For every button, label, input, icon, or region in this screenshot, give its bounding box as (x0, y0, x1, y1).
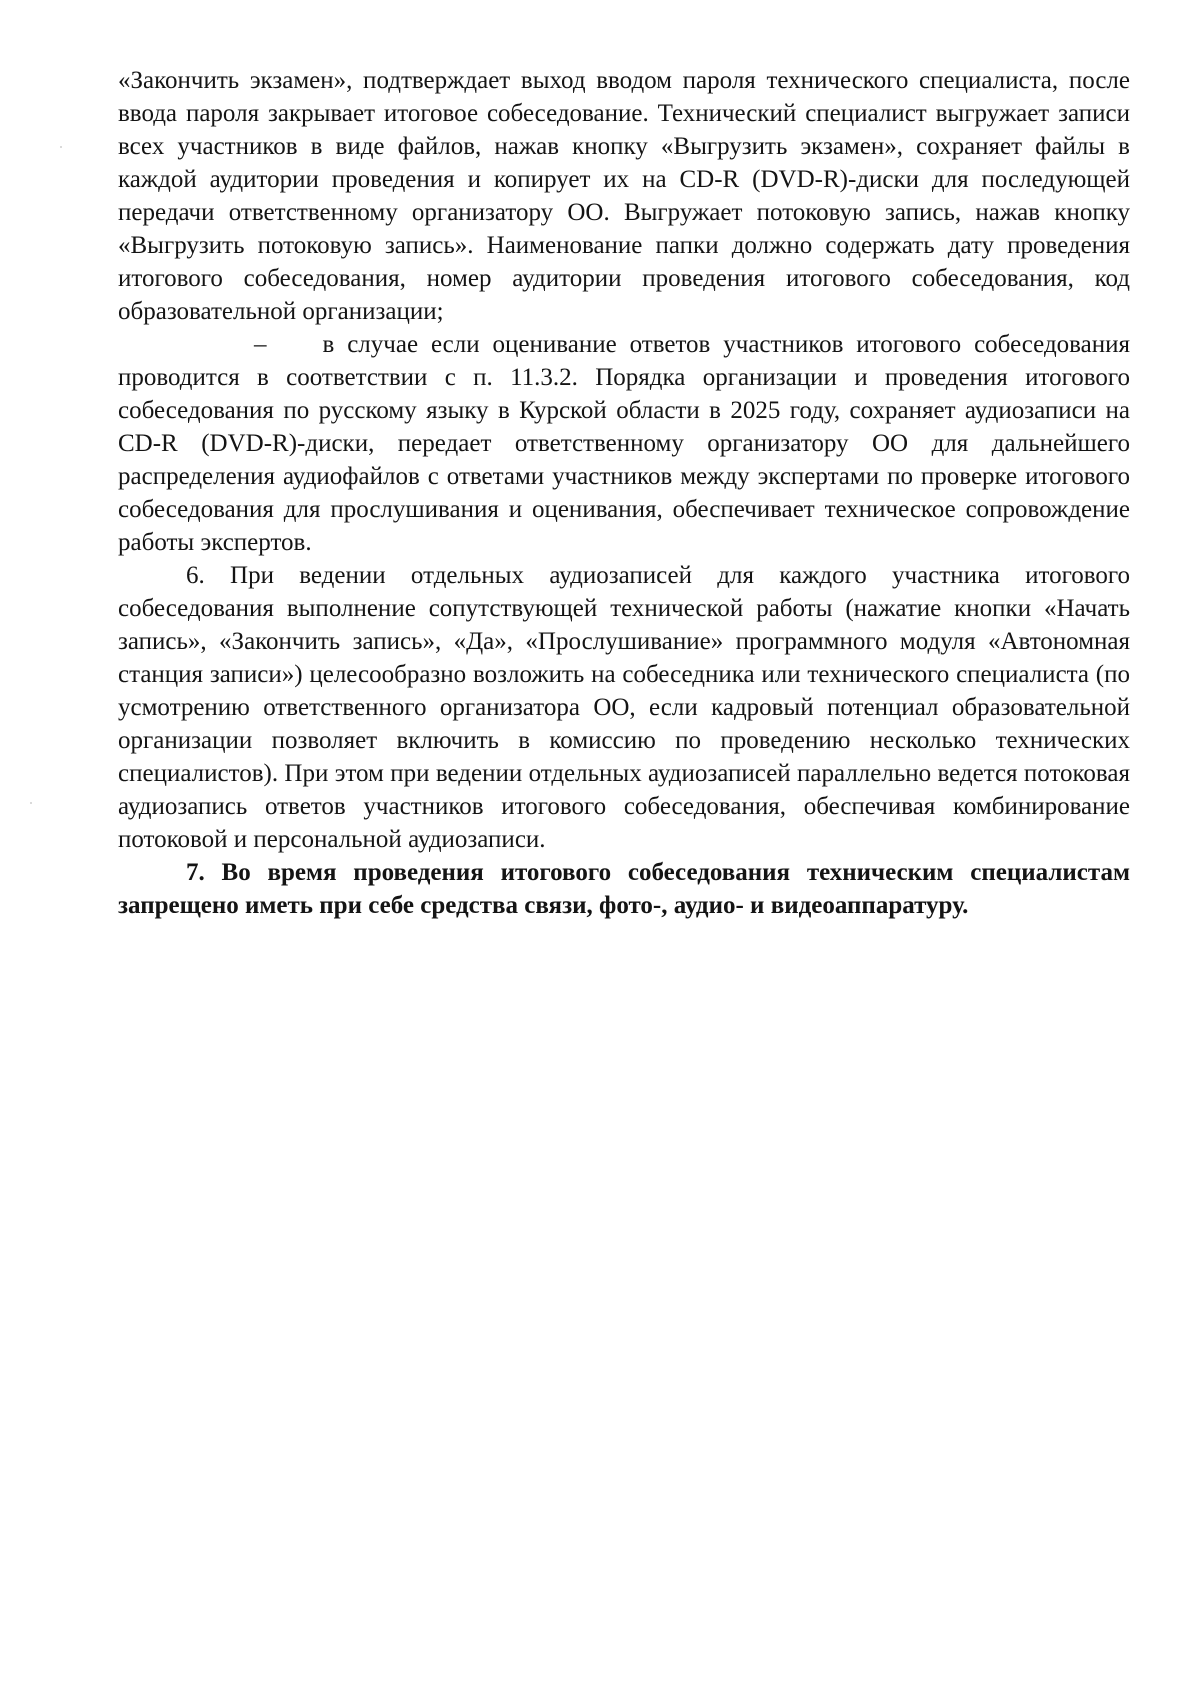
scan-speck (60, 146, 62, 148)
scan-speck (30, 802, 32, 804)
paragraph-item-7: 7. Во время проведения итогового собеседования техническим специалистам запрещено иметь при себе средства связи, фото-, аудио- и видеоаппаратуру. (118, 859, 1130, 919)
dash-item-text: в случае если оценивание ответов участников итогового собеседования проводится в соответствии с п. 11.3.2. Порядка организации и проведения итогового собеседования по русскому языку в Курской области в 2025 году, сохраняет аудиозаписи на CD-R (DVD-R)-диски, передает ответственному организатору ОО для дальнейшего распределения аудиофайлов с ответами участников между экспертами по проверке итогового собеседования для прослушивания и оценивания, обеспечивает техническое сопровождение работы экспертов. (118, 331, 1130, 556)
paragraph-dash-item (118, 328, 1130, 559)
paragraph-item-6: 6. При ведении отдельных аудиозаписей для каждого участника итогового собеседования выполнение сопутствующей технической работы (нажатие кнопки «Начать запись», «Закончить запись», «Да», «Прослушивание» программного модуля «Автономная станция записи») целесообразно возложить на собеседника или технического специалиста (по усмотрению ответственного организатора ОО, если кадровый потенциал образовательной организации позволяет включить в комиссию по проведению несколько технических специалистов). При этом при ведении отдельных аудиозаписей параллельно ведется потоковая аудиозапись ответов участников итогового собеседования, обеспечивая комбинирование потоковой и персональной аудиозаписи. (118, 562, 1130, 853)
document-body (118, 64, 1130, 922)
paragraph-continuation: «Закончить экзамен», подтверждает выход вводом пароля технического специалиста, после ввода пароля закрывает итоговое собеседование. Технический специалист выгружает записи всех участников в виде файлов, нажав кнопку «Выгрузить экзамен», сохраняет файлы в каждой аудитории проведения и копирует их на CD-R (DVD-R)-диски для последующей передачи ответственному организатору ОО. Выгружает потоковую запись, нажав кнопку «Выгрузить потоковую запись». Наименование папки должно содержать дату проведения итогового собеседования, номер аудитории проведения итогового собеседования, код образовательной организации; (118, 67, 1130, 325)
dash-marker: – (254, 331, 267, 358)
